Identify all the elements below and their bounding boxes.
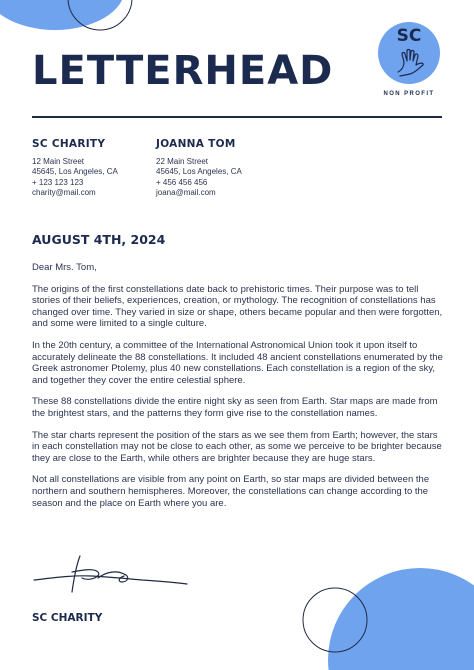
recipient-address-line: 22 Main Street [156,157,209,166]
handwritten-signature [32,548,192,598]
paragraph: Not all constellations are visible from any point on Earth, so star maps are divided between the northern and southern hemispheres. Moreover, the constellations can change according to the season and the place on Earth where you are. [32,474,430,509]
sender-phone: + 123 123 123 [32,177,84,187]
decorative-circle-bottom-right [290,560,474,670]
recipient-phone: + 456 456 456 [156,177,208,187]
recipient-city-line: 45645, Los Angeles, CA [156,167,242,177]
sender-city-line: 45645, Los Angeles, CA [32,167,118,177]
letter-date: AUGUST 4TH, 2024 [32,232,166,247]
logo [378,22,440,84]
logo-subtitle: NON PROFIT [383,91,435,97]
recipient-name: JOANNA TOM [156,138,236,150]
sender-name: SC CHARITY [32,138,106,150]
paragraph: These 88 constellations divide the entire night sky as seen from Earth. Star maps are made from the brightest stars, and the patterns they form give rise to the constellation names. [32,396,438,419]
letter-body [32,262,444,519]
open-hand-icon [392,48,428,78]
logo-text: SC [396,26,422,46]
recipient-block [156,138,242,198]
signature-name: SC CHARITY [32,612,103,624]
header-divider [32,116,442,118]
paragraph: The star charts represent the position of the stars as we see them from Earth; however, the stars in each constellation may not be close to each other, as some we perceive to be brighter because they are close to the Earth, while others are brighter because they are huge stars. [32,429,442,464]
decorative-circle-top-left [0,0,160,50]
sender-block [32,138,118,198]
page-title: LETTERHEAD [32,48,334,94]
recipient-email: joana@mail.com [156,187,216,197]
greeting: Dear Mrs. Tom, [32,262,97,273]
sender-address-line: 12 Main Street [32,157,85,166]
paragraph: The origins of the first constellations date back to prehistoric times. Their purpose was to tell stories of their beliefs, experiences, creation, or mythology. The recognition of constellations has changed over time. They varied in size or shape, others became popular and then were forgotten, and some were limited to a single culture. [32,283,443,330]
sender-email: charity@mail.com [32,187,96,197]
paragraph: In the 20th century, a committee of the International Astronomical Union took it upon itself to accurately delineate the 88 constellations. It included 48 ancient constellations enumerated by the Greek astronomer Ptolemy, plus 40 new constellations. Each constellation is a region of the sky, and together they cover the entire celestial sphere. [32,339,443,386]
